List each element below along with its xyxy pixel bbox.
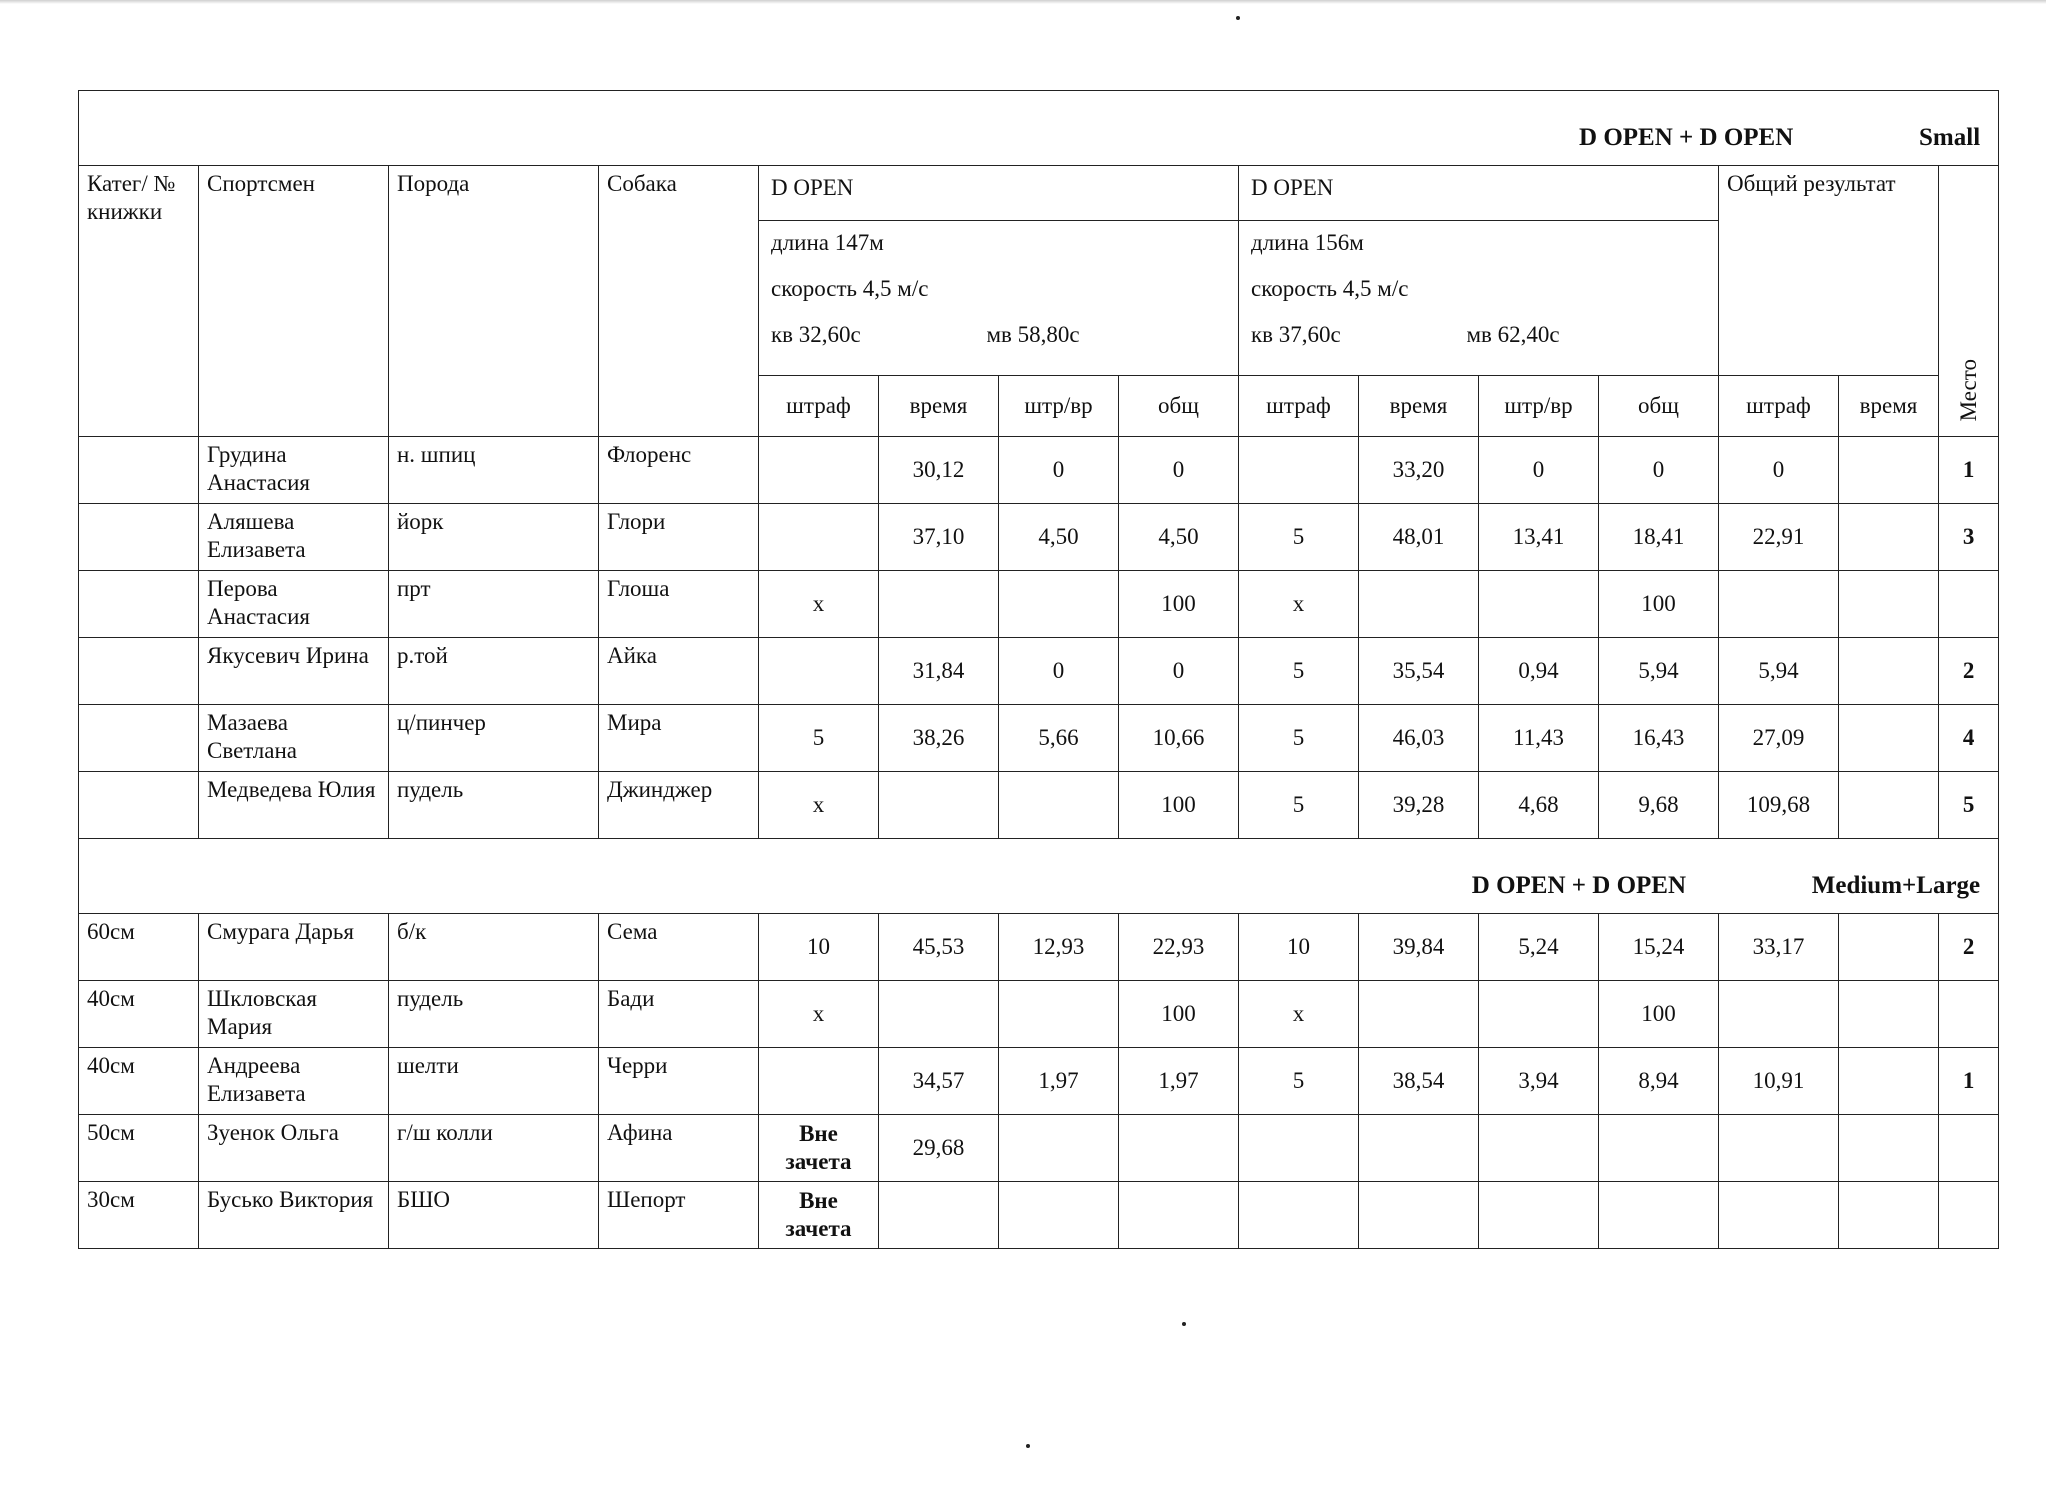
cell-kateg [79, 705, 199, 772]
header-row [79, 166, 1999, 376]
cell-total-0 [1719, 571, 1839, 638]
section-size: Small [1919, 124, 1981, 151]
cell-total-1 [1839, 705, 1939, 772]
run2-speed: скорость 4,5 м/с [1251, 276, 1409, 301]
cell-dog: Черри [599, 1048, 759, 1115]
cell-r1-1 [879, 981, 999, 1048]
cell-r2-3: 15,24 [1599, 914, 1719, 981]
scan-speck [1182, 1322, 1186, 1326]
cell-dog: Джинджер [599, 772, 759, 839]
section-title: D OPEN + D OPEN [1471, 872, 1687, 899]
cell-r1-0: х [759, 571, 879, 638]
cell-kateg: 40см [79, 981, 199, 1048]
cell-r1-3: 0 [1119, 437, 1239, 504]
scan-speck [1026, 1444, 1030, 1448]
cell-r2-3: 5,94 [1599, 638, 1719, 705]
cell-r2-0 [1239, 437, 1359, 504]
cell-breed: йорк [389, 504, 599, 571]
cell-total-0 [1719, 981, 1839, 1048]
cell-dog: Глоша [599, 571, 759, 638]
cell-total-1 [1839, 981, 1939, 1048]
cell-total-0: 10,91 [1719, 1048, 1839, 1115]
cell-r2-3: 9,68 [1599, 772, 1719, 839]
sub-r2-total: общ [1599, 376, 1719, 437]
cell-r2-0 [1239, 1182, 1359, 1249]
cell-r2-1: 48,01 [1359, 504, 1479, 571]
cell-sportsman: Бусько Виктория [199, 1182, 389, 1249]
table-row [79, 571, 1999, 638]
cell-kateg [79, 504, 199, 571]
cell-dog: Айка [599, 638, 759, 705]
cell-r1-0 [759, 638, 879, 705]
header-sportsman: Спортсмен [199, 166, 389, 437]
table-row [79, 1048, 1999, 1115]
sub-r2-penalty: штраф [1239, 376, 1359, 437]
cell-r1-2 [999, 981, 1119, 1048]
section-banner-medium-large [79, 839, 1999, 914]
cell-total-0 [1719, 1182, 1839, 1249]
cell-place: 1 [1939, 1048, 1999, 1115]
cell-r1-3: 4,50 [1119, 504, 1239, 571]
sub-r1-time: время [879, 376, 999, 437]
cell-r2-3: 16,43 [1599, 705, 1719, 772]
cell-kateg: 60см [79, 914, 199, 981]
cell-place [1939, 1115, 1999, 1182]
cell-r1-2: 1,97 [999, 1048, 1119, 1115]
cell-r2-3: 8,94 [1599, 1048, 1719, 1115]
cell-dog: Бади [599, 981, 759, 1048]
cell-total-1 [1839, 1115, 1939, 1182]
table-row [79, 981, 1999, 1048]
cell-total-1 [1839, 914, 1939, 981]
cell-place [1939, 1182, 1999, 1249]
scan-speck [1236, 16, 1240, 20]
cell-r2-3: 100 [1599, 981, 1719, 1048]
cell-breed: б/к [389, 914, 599, 981]
cell-sportsman: Смурага Дарья [199, 914, 389, 981]
cell-place: 1 [1939, 437, 1999, 504]
header-run1 [759, 166, 1239, 376]
cell-r2-0: х [1239, 571, 1359, 638]
table-row [79, 705, 1999, 772]
cell-r1-0: 10 [759, 914, 879, 981]
cell-kateg [79, 638, 199, 705]
cell-r2-2: 3,94 [1479, 1048, 1599, 1115]
cell-r2-1: 46,03 [1359, 705, 1479, 772]
cell-breed: пудель [389, 981, 599, 1048]
cell-r1-2: 0 [999, 638, 1119, 705]
cell-breed: шелти [389, 1048, 599, 1115]
sub-r1-total: общ [1119, 376, 1239, 437]
cell-r1-1: 45,53 [879, 914, 999, 981]
cell-sportsman: Зуенок Ольга [199, 1115, 389, 1182]
table-row [79, 1182, 1999, 1249]
cell-r2-2: 0,94 [1479, 638, 1599, 705]
results-table [78, 90, 1999, 1249]
cell-r2-1 [1359, 571, 1479, 638]
cell-r2-2: 11,43 [1479, 705, 1599, 772]
cell-total-1 [1839, 1182, 1939, 1249]
cell-r1-0: 5 [759, 705, 879, 772]
cell-r1-2 [999, 571, 1119, 638]
cell-total-0: 27,09 [1719, 705, 1839, 772]
sub-r1-penalty: штраф [759, 376, 879, 437]
run1-mv: мв 58,80с [986, 322, 1080, 347]
cell-r2-3 [1599, 1182, 1719, 1249]
cell-r1-1 [879, 1182, 999, 1249]
section-size: Medium+Large [1811, 872, 1981, 899]
header-kateg: Катег/ № книжки [79, 166, 199, 437]
cell-total-1 [1839, 504, 1939, 571]
cell-kateg: 40см [79, 1048, 199, 1115]
cell-r1-3: 100 [1119, 772, 1239, 839]
cell-r2-0: 5 [1239, 705, 1359, 772]
cell-total-1 [1839, 571, 1939, 638]
cell-r2-2: 4,68 [1479, 772, 1599, 839]
cell-r2-2 [1479, 1182, 1599, 1249]
cell-r1-0 [759, 437, 879, 504]
table-row [79, 504, 1999, 571]
cell-r1-3: 100 [1119, 981, 1239, 1048]
cell-total-1 [1839, 437, 1939, 504]
cell-place: 2 [1939, 914, 1999, 981]
cell-r1-0 [759, 504, 879, 571]
cell-r2-0: 5 [1239, 772, 1359, 839]
cell-r2-0: 10 [1239, 914, 1359, 981]
cell-r1-1 [879, 571, 999, 638]
cell-total-1 [1839, 638, 1939, 705]
cell-dog: Флоренс [599, 437, 759, 504]
sub-r2-time: время [1359, 376, 1479, 437]
cell-breed: прт [389, 571, 599, 638]
cell-r2-3: 0 [1599, 437, 1719, 504]
cell-kateg [79, 571, 199, 638]
cell-sportsman: Аляшева Елизавета [199, 504, 389, 571]
cell-breed: р.той [389, 638, 599, 705]
cell-total-0: 0 [1719, 437, 1839, 504]
cell-r1-2: 5,66 [999, 705, 1119, 772]
cell-sportsman: Андреева Елизавета [199, 1048, 389, 1115]
cell-total-0 [1719, 1115, 1839, 1182]
sub-tot-penalty: штраф [1719, 376, 1839, 437]
cell-breed: н. шпиц [389, 437, 599, 504]
sub-r1-timepen: штр/вр [999, 376, 1119, 437]
cell-r1-0: Вне зачета [759, 1115, 879, 1182]
cell-total-0: 109,68 [1719, 772, 1839, 839]
cell-place: 3 [1939, 504, 1999, 571]
cell-sportsman: Мазаева Светлана [199, 705, 389, 772]
cell-r2-2: 0 [1479, 437, 1599, 504]
cell-place [1939, 571, 1999, 638]
cell-r1-2 [999, 772, 1119, 839]
cell-sportsman: Медведева Юлия [199, 772, 389, 839]
run1-title: D OPEN [771, 175, 854, 200]
cell-r1-2 [999, 1182, 1119, 1249]
cell-r1-3 [1119, 1182, 1239, 1249]
cell-total-0: 5,94 [1719, 638, 1839, 705]
cell-r1-1: 29,68 [879, 1115, 999, 1182]
header-place: Место [1939, 166, 1999, 437]
cell-r2-2 [1479, 571, 1599, 638]
cell-r2-0: 5 [1239, 1048, 1359, 1115]
cell-r1-2 [999, 1115, 1119, 1182]
cell-r2-2 [1479, 981, 1599, 1048]
cell-r1-1: 38,26 [879, 705, 999, 772]
section-title: D OPEN + D OPEN [1579, 124, 1794, 151]
cell-sportsman: Якусевич Ирина [199, 638, 389, 705]
table-row [79, 914, 1999, 981]
cell-breed: БШО [389, 1182, 599, 1249]
section-banner-small [79, 91, 1999, 166]
table-row [79, 772, 1999, 839]
run2-length: длина 156м [1251, 230, 1364, 255]
cell-r2-3: 18,41 [1599, 504, 1719, 571]
cell-sportsman: Перова Анастасия [199, 571, 389, 638]
cell-breed: пудель [389, 772, 599, 839]
cell-total-1 [1839, 1048, 1939, 1115]
cell-r2-0 [1239, 1115, 1359, 1182]
run2-kv: кв 37,60с [1251, 322, 1341, 347]
cell-r1-3: 10,66 [1119, 705, 1239, 772]
cell-r2-3 [1599, 1115, 1719, 1182]
cell-dog: Шепорт [599, 1182, 759, 1249]
cell-dog: Афина [599, 1115, 759, 1182]
cell-r2-0: 5 [1239, 504, 1359, 571]
cell-place: 5 [1939, 772, 1999, 839]
cell-r1-0 [759, 1048, 879, 1115]
cell-r2-2: 5,24 [1479, 914, 1599, 981]
run1-kv: кв 32,60с [771, 322, 861, 347]
cell-r1-3: 100 [1119, 571, 1239, 638]
header-breed: Порода [389, 166, 599, 437]
cell-kateg: 50см [79, 1115, 199, 1182]
header-run2 [1239, 166, 1719, 376]
cell-breed: ц/пинчер [389, 705, 599, 772]
cell-r1-3: 22,93 [1119, 914, 1239, 981]
scan-edge [0, 0, 2046, 4]
header-total: Общий результат [1719, 166, 1939, 376]
cell-r2-0: х [1239, 981, 1359, 1048]
cell-r2-2: 13,41 [1479, 504, 1599, 571]
results-sheet [78, 90, 1981, 1249]
run1-speed: скорость 4,5 м/с [771, 276, 929, 301]
cell-place: 2 [1939, 638, 1999, 705]
cell-r2-1: 39,84 [1359, 914, 1479, 981]
cell-r1-1: 37,10 [879, 504, 999, 571]
cell-r2-1: 33,20 [1359, 437, 1479, 504]
sub-tot-time: время [1839, 376, 1939, 437]
cell-r1-2: 0 [999, 437, 1119, 504]
cell-r1-2: 12,93 [999, 914, 1119, 981]
cell-kateg: 30см [79, 1182, 199, 1249]
cell-place [1939, 981, 1999, 1048]
cell-r1-0: Вне зачета [759, 1182, 879, 1249]
cell-r1-0: х [759, 981, 879, 1048]
cell-r2-1 [1359, 1182, 1479, 1249]
sub-r2-timepen: штр/вр [1479, 376, 1599, 437]
cell-r1-3 [1119, 1115, 1239, 1182]
cell-r1-1 [879, 772, 999, 839]
cell-dog: Глори [599, 504, 759, 571]
cell-r1-2: 4,50 [999, 504, 1119, 571]
cell-r2-1: 39,28 [1359, 772, 1479, 839]
cell-total-0: 22,91 [1719, 504, 1839, 571]
cell-r1-1: 30,12 [879, 437, 999, 504]
cell-kateg [79, 437, 199, 504]
cell-sportsman: Грудина Анастасия [199, 437, 389, 504]
cell-r2-1: 38,54 [1359, 1048, 1479, 1115]
header-dog: Собака [599, 166, 759, 437]
cell-r2-1: 35,54 [1359, 638, 1479, 705]
cell-kateg [79, 772, 199, 839]
cell-r2-0: 5 [1239, 638, 1359, 705]
run2-mv: мв 62,40с [1466, 322, 1560, 347]
cell-r1-1: 34,57 [879, 1048, 999, 1115]
cell-total-0: 33,17 [1719, 914, 1839, 981]
cell-r2-3: 100 [1599, 571, 1719, 638]
table-row [79, 1115, 1999, 1182]
cell-r1-3: 0 [1119, 638, 1239, 705]
cell-r2-2 [1479, 1115, 1599, 1182]
cell-r1-3: 1,97 [1119, 1048, 1239, 1115]
cell-r2-1 [1359, 981, 1479, 1048]
cell-r1-1: 31,84 [879, 638, 999, 705]
cell-breed: г/ш колли [389, 1115, 599, 1182]
cell-place: 4 [1939, 705, 1999, 772]
table-row [79, 437, 1999, 504]
cell-sportsman: Шкловская Мария [199, 981, 389, 1048]
table-row [79, 638, 1999, 705]
cell-dog: Мира [599, 705, 759, 772]
cell-r1-0: х [759, 772, 879, 839]
cell-total-1 [1839, 772, 1939, 839]
cell-r2-1 [1359, 1115, 1479, 1182]
run1-length: длина 147м [771, 230, 884, 255]
cell-dog: Сема [599, 914, 759, 981]
run2-title: D OPEN [1251, 175, 1334, 200]
